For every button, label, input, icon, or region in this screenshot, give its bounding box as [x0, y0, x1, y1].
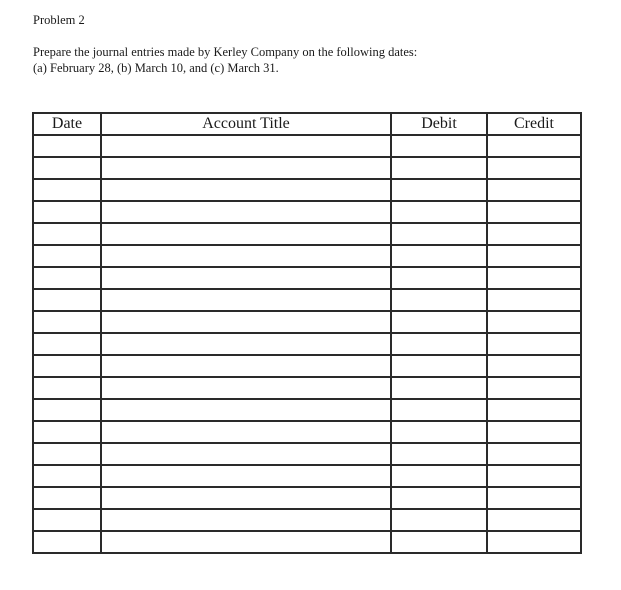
cell-debit[interactable]: [391, 355, 487, 377]
journal-entry-table: [32, 112, 582, 554]
cell-credit[interactable]: [487, 157, 581, 179]
journal-row: [33, 245, 581, 267]
cell-account-title[interactable]: [101, 311, 391, 333]
cell-date[interactable]: [33, 267, 101, 289]
cell-credit[interactable]: [487, 201, 581, 223]
cell-date[interactable]: [33, 289, 101, 311]
cell-date[interactable]: [33, 201, 101, 223]
cell-account-title[interactable]: [101, 223, 391, 245]
cell-date[interactable]: [33, 465, 101, 487]
cell-debit[interactable]: [391, 201, 487, 223]
cell-date[interactable]: [33, 135, 101, 157]
cell-debit[interactable]: [391, 443, 487, 465]
cell-date[interactable]: [33, 245, 101, 267]
cell-credit[interactable]: [487, 355, 581, 377]
journal-row: [33, 179, 581, 201]
journal-header-row: [33, 113, 581, 135]
journal-body: [33, 135, 581, 553]
cell-date[interactable]: [33, 421, 101, 443]
cell-date[interactable]: [33, 487, 101, 509]
cell-credit[interactable]: [487, 465, 581, 487]
cell-account-title[interactable]: [101, 399, 391, 421]
cell-credit[interactable]: [487, 245, 581, 267]
cell-debit[interactable]: [391, 465, 487, 487]
journal-row: [33, 201, 581, 223]
cell-account-title[interactable]: [101, 377, 391, 399]
column-header-date: Date: [33, 113, 101, 135]
cell-date[interactable]: [33, 333, 101, 355]
instruction-line-2: (a) February 28, (b) March 10, and (c) March 31.: [33, 61, 279, 75]
journal-row: [33, 333, 581, 355]
journal-row: [33, 531, 581, 553]
cell-credit[interactable]: [487, 267, 581, 289]
cell-debit[interactable]: [391, 509, 487, 531]
cell-account-title[interactable]: [101, 509, 391, 531]
cell-date[interactable]: [33, 443, 101, 465]
cell-credit[interactable]: [487, 377, 581, 399]
cell-debit[interactable]: [391, 377, 487, 399]
journal-row: [33, 443, 581, 465]
journal-row: [33, 487, 581, 509]
cell-account-title[interactable]: [101, 333, 391, 355]
cell-debit[interactable]: [391, 399, 487, 421]
cell-date[interactable]: [33, 157, 101, 179]
cell-date[interactable]: [33, 377, 101, 399]
journal-row: [33, 509, 581, 531]
cell-credit[interactable]: [487, 509, 581, 531]
cell-account-title[interactable]: [101, 421, 391, 443]
cell-date[interactable]: [33, 531, 101, 553]
cell-credit[interactable]: [487, 179, 581, 201]
cell-credit[interactable]: [487, 399, 581, 421]
cell-account-title[interactable]: [101, 157, 391, 179]
cell-debit[interactable]: [391, 179, 487, 201]
journal-row: [33, 289, 581, 311]
cell-credit[interactable]: [487, 135, 581, 157]
cell-account-title[interactable]: [101, 487, 391, 509]
problem-title: Problem 2: [33, 13, 85, 27]
cell-debit[interactable]: [391, 421, 487, 443]
cell-account-title[interactable]: [101, 245, 391, 267]
cell-debit[interactable]: [391, 311, 487, 333]
cell-account-title[interactable]: [101, 531, 391, 553]
cell-date[interactable]: [33, 223, 101, 245]
journal-row: [33, 135, 581, 157]
cell-debit[interactable]: [391, 245, 487, 267]
journal-row: [33, 399, 581, 421]
cell-account-title[interactable]: [101, 289, 391, 311]
instruction-line-1: Prepare the journal entries made by Kerley Company on the following dates:: [33, 45, 418, 59]
cell-credit[interactable]: [487, 289, 581, 311]
cell-debit[interactable]: [391, 333, 487, 355]
cell-account-title[interactable]: [101, 201, 391, 223]
journal-row: [33, 377, 581, 399]
cell-debit[interactable]: [391, 157, 487, 179]
cell-debit[interactable]: [391, 267, 487, 289]
column-header-account-title: Account Title: [101, 113, 391, 135]
journal-row: [33, 223, 581, 245]
cell-date[interactable]: [33, 355, 101, 377]
cell-credit[interactable]: [487, 487, 581, 509]
cell-debit[interactable]: [391, 223, 487, 245]
cell-date[interactable]: [33, 399, 101, 421]
cell-credit[interactable]: [487, 223, 581, 245]
journal-row: [33, 465, 581, 487]
cell-debit[interactable]: [391, 289, 487, 311]
cell-credit[interactable]: [487, 443, 581, 465]
cell-date[interactable]: [33, 509, 101, 531]
cell-account-title[interactable]: [101, 355, 391, 377]
column-header-debit: Debit: [391, 113, 487, 135]
problem-instructions: [33, 44, 417, 76]
cell-credit[interactable]: [487, 531, 581, 553]
cell-credit[interactable]: [487, 421, 581, 443]
cell-credit[interactable]: [487, 333, 581, 355]
journal-row: [33, 421, 581, 443]
cell-debit[interactable]: [391, 531, 487, 553]
cell-debit[interactable]: [391, 135, 487, 157]
cell-account-title[interactable]: [101, 179, 391, 201]
cell-credit[interactable]: [487, 311, 581, 333]
cell-account-title[interactable]: [101, 135, 391, 157]
cell-account-title[interactable]: [101, 267, 391, 289]
cell-date[interactable]: [33, 179, 101, 201]
cell-account-title[interactable]: [101, 443, 391, 465]
column-header-credit: Credit: [487, 113, 581, 135]
cell-debit[interactable]: [391, 487, 487, 509]
journal-row: [33, 157, 581, 179]
cell-date[interactable]: [33, 311, 101, 333]
journal-row: [33, 311, 581, 333]
cell-account-title[interactable]: [101, 465, 391, 487]
journal-row: [33, 267, 581, 289]
journal-row: [33, 355, 581, 377]
